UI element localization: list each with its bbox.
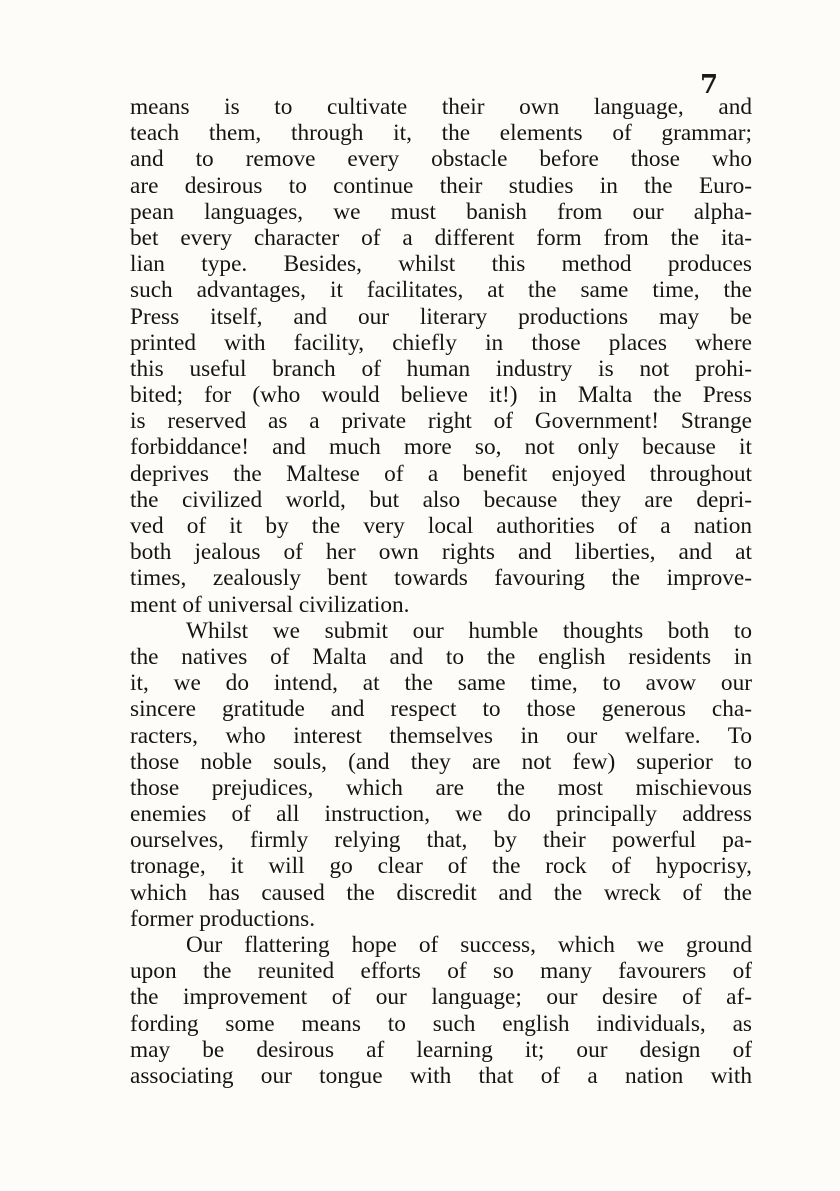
text-line: it, we do intend, at the same time, to avow our — [130, 670, 752, 697]
text-line: racters, who interest themselves in our welfare. To — [130, 722, 752, 749]
text-line: are desirous to continue their studies in the Euro- — [130, 172, 752, 199]
text-line: sincere gratitude and respect to those generous cha- — [130, 696, 752, 723]
text-line: ved of it by the very local authorities of a nation — [130, 513, 752, 539]
text-line: ourselves, firmly relying that, by their powerful pa- — [130, 827, 752, 854]
text-line: enemies of all instruction, we do principally address — [130, 801, 752, 828]
text-line: is reserved as a private right of Government! Strange — [130, 408, 752, 435]
text-line: those prejudices, which are the most mischievous — [130, 774, 752, 801]
text-line: ment of universal civilization. — [130, 591, 410, 618]
text-line: forbiddance! and much more so, not only because it — [130, 434, 752, 461]
text-line: tronage, it will go clear of the rock of hypocrisy, — [130, 853, 752, 880]
paragraph — [130, 618, 752, 932]
text-line: upon the reunited efforts of so many favourers of — [130, 958, 752, 985]
text-line: the improvement of our language; our desire of af- — [130, 984, 752, 1011]
text-line: bited; for (who would believe it!) in Malta the Press — [130, 382, 752, 409]
text-line: may be desirous af learning it; our design of — [130, 1036, 752, 1063]
text-line: Our flattering hope of success, which we ground — [186, 932, 752, 958]
text-line: which has caused the discredit and the wreck of the — [130, 879, 752, 906]
text-line: and to remove every obstacle before those who — [130, 146, 752, 173]
text-line: former productions. — [130, 905, 316, 932]
text-line: deprives the Maltese of a benefit enjoyed throughout — [130, 460, 752, 487]
text-line: printed with facility, chiefly in those places where — [130, 329, 752, 356]
text-line: fording some means to such english individuals, as — [130, 1010, 752, 1037]
text-line: Whilst we submit our humble thoughts both to — [186, 617, 752, 644]
text-line: pean languages, we must banish from our alpha- — [130, 198, 752, 225]
text-line: teach them, through it, the elements of grammar; — [130, 120, 752, 147]
text-line: means is to cultivate their own language, and — [130, 94, 752, 120]
text-line: lian type. Besides, whilst this method produces — [130, 251, 752, 278]
text-line: this useful branch of human industry is not prohi- — [130, 355, 752, 382]
text-line: bet every character of a different form from the ita- — [130, 224, 752, 251]
body-text — [130, 94, 752, 1089]
text-line: associating our tongue with that of a nation with — [130, 1062, 752, 1089]
text-line: the civilized world, but also because they are depri- — [130, 486, 752, 513]
text-line: times, zealously bent towards favouring the improve- — [130, 565, 752, 592]
text-line: such advantages, it facilitates, at the same time, the — [130, 277, 752, 304]
paragraph — [130, 932, 752, 1089]
text-line: the natives of Malta and to the english residents in — [130, 643, 752, 670]
paragraph — [130, 94, 752, 618]
page-number: 7 — [700, 70, 719, 100]
text-line: those noble souls, (and they are not few) superior to — [130, 748, 752, 775]
text-line: Press itself, and our literary productions may be — [130, 303, 752, 330]
text-line: both jealous of her own rights and liberties, and at — [130, 539, 752, 566]
